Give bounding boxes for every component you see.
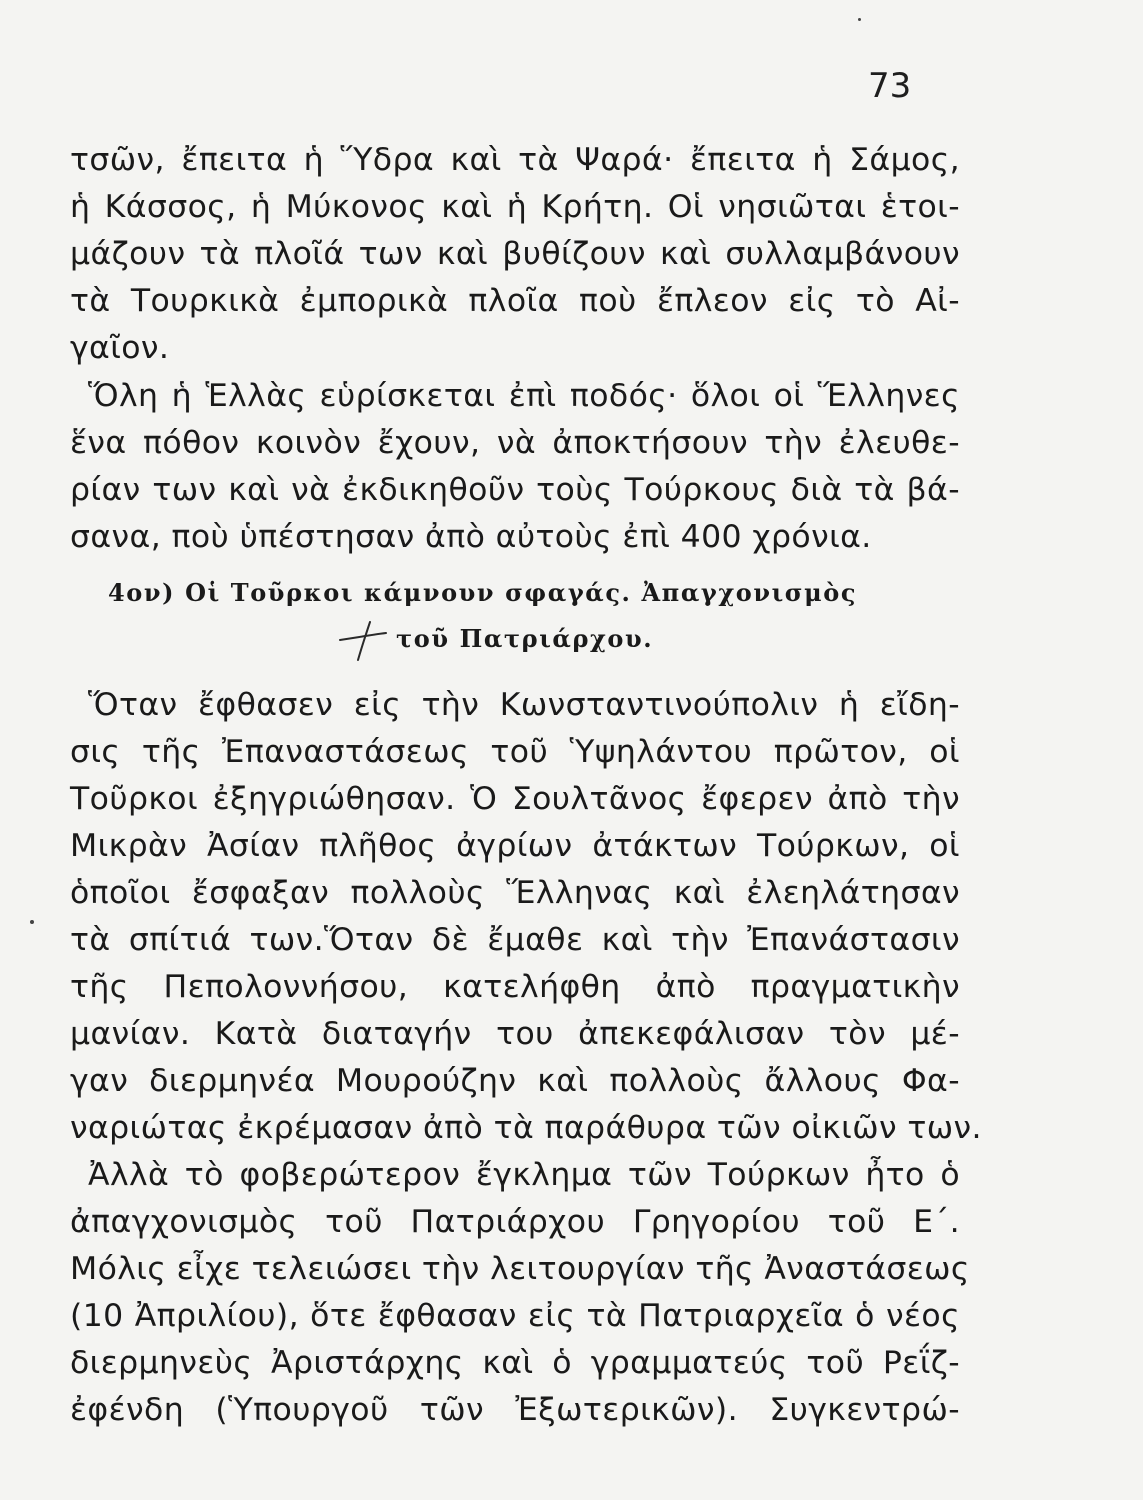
text-line: Τοῦρκοι ἐξηγριώθησαν. Ὁ Σουλτᾶνος ἔφερεν ἀπὸ τὴν: [70, 781, 960, 817]
print-speck: [30, 920, 34, 924]
text-line: ἐφένδη (Ὑπουργοῦ τῶν Ἐξωτερικῶν). Συγκεντρώ-: [70, 1392, 960, 1428]
text-line: ρίαν των καὶ νὰ ἐκδικηθοῦν τοὺς Τούρκους διὰ τὰ βά-: [70, 472, 960, 508]
text-line: Ὅταν ἔφθασεν εἰς τὴν Κωνσταντινούπολιν ἡ εἴδη-: [88, 687, 960, 723]
text-line: γαν διερμηνέα Μουρούζην καὶ πολλοὺς ἄλλους Φα-: [70, 1063, 960, 1099]
text-line: τὰ σπίτιά των.Ὅταν δὲ ἔμαθε καὶ τὴν Ἐπανάστασιν: [70, 922, 960, 958]
text-line: γαῖον.: [70, 330, 170, 366]
page-number: 73: [868, 66, 912, 106]
text-line: ἀπαγχονισμὸς τοῦ Πατριάρχου Γρηγορίου τοῦ Ε΄.: [70, 1204, 960, 1240]
text-line: μάζουν τὰ πλοῖά των καὶ βυθίζουν καὶ συλλαμβάνουν: [70, 236, 960, 272]
print-speck: [858, 18, 861, 21]
text-line: ἡ Κάσσος, ἡ Μύκονος καὶ ἡ Κρήτη. Οἱ νησιῶται ἑτοι-: [70, 189, 960, 225]
text-line: Μικρὰν Ἀσίαν πλῆθος ἀγρίων ἀτάκτων Τούρκων, οἱ: [70, 828, 960, 864]
text-line: τῆς Πεπολοννήσου, κατελήφθη ἀπὸ πραγματικὴν: [70, 969, 960, 1005]
text-line: ἕνα πόθον κοινὸν ἔχουν, νὰ ἀποκτήσουν τὴν ἐλευθε-: [70, 425, 960, 461]
text-line: τὰ Τουρκικὰ ἐμπορικὰ πλοῖα ποὺ ἔπλεον εἰς τὸ Αἰ-: [70, 283, 960, 319]
text-line: Ἀλλὰ τὸ φοβερώτερον ἔγκλημα τῶν Τούρκων ἦτο ὁ: [88, 1157, 960, 1193]
text-line: (10 Ἀπριλίου), ὅτε ἔφθασαν εἰς τὰ Πατριαρχεῖα ὁ νέος: [70, 1298, 960, 1334]
text-line: σις τῆς Ἐπαναστάσεως τοῦ Ὑψηλάντου πρῶτον, οἱ: [70, 734, 960, 770]
text-line: τσῶν, ἔπειτα ἡ Ὕδρα καὶ τὰ Ψαρά· ἔπειτα ἡ Σάμος,: [70, 142, 960, 178]
text-line: Μόλις εἶχε τελειώσει τὴν λειτουργίαν τῆς Ἀναστάσεως: [70, 1251, 970, 1287]
text-line: διερμηνεὺς Ἀριστάρχης καὶ ὁ γραμματεύς τοῦ Ρεΐζ-: [70, 1345, 960, 1381]
text-line: ναριώτας ἐκρέμασαν ἀπὸ τὰ παράθυρα τῶν οἰκιῶν των.: [70, 1110, 982, 1146]
text-line: Ὅλη ἡ Ἑλλὰς εὑρίσκεται ἐπὶ ποδός· ὅλοι οἱ Ἕλληνες: [88, 378, 960, 414]
text-line: ὁποῖοι ἔσφαξαν πολλοὺς Ἕλληνας καὶ ἐλεηλάτησαν: [70, 875, 960, 911]
text-line: σανα, ποὺ ὑπέστησαν ἀπὸ αὐτοὺς ἐπὶ 400 χρόνια.: [70, 519, 872, 555]
section-heading-line2: τοῦ Πατριάρχου.: [396, 624, 654, 653]
text-line: μανίαν. Κατὰ διαταγήν του ἀπεκεφάλισαν τὸν μέ-: [70, 1016, 960, 1052]
handwritten-cross-mark: [336, 618, 392, 664]
section-heading-line1: 4ον) Οἱ Τοῦρκοι κάμνουν σφαγάς. Ἀπαγχονισμὸς: [108, 578, 858, 607]
